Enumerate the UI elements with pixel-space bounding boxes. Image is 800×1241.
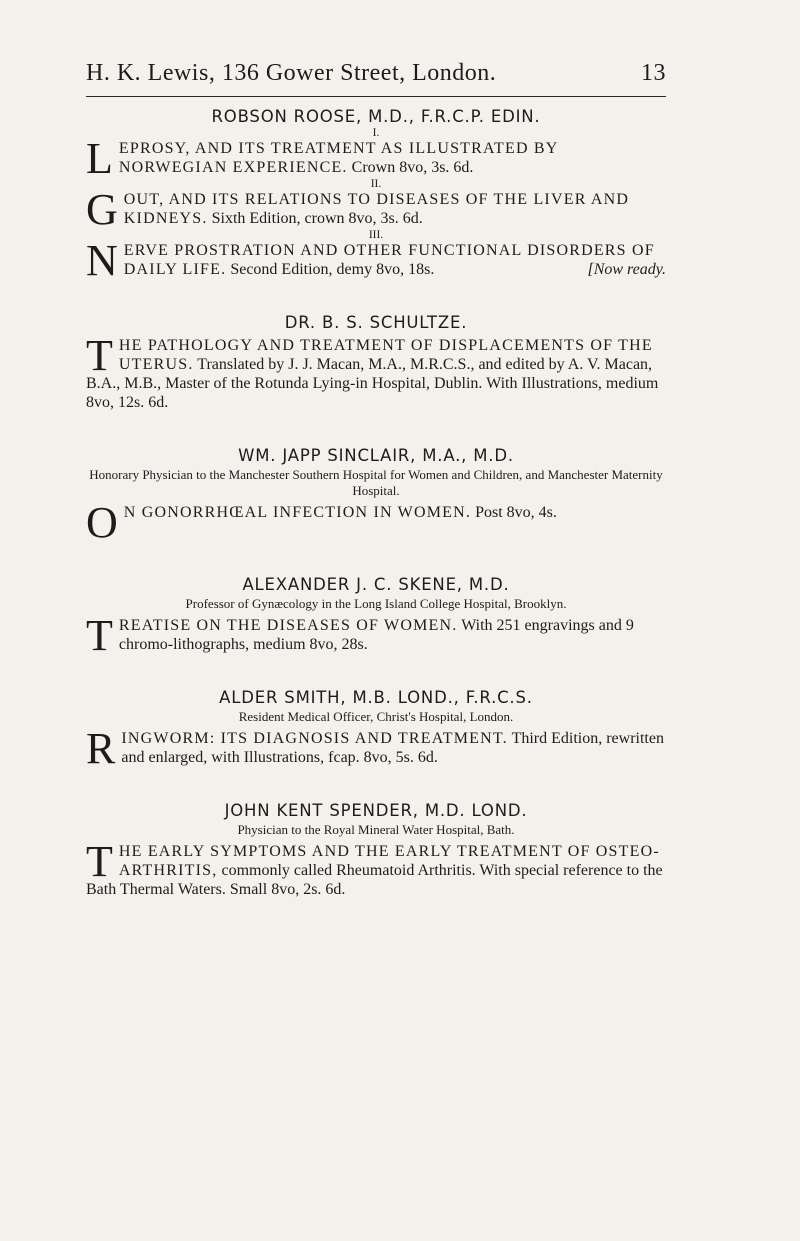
drop-cap: N [86,236,118,285]
publisher-address: H. K. Lewis, 136 Gower Street, London. [86,60,497,86]
book-title: N GONORRHŒAL INFECTION IN WOMEN. [123,504,472,521]
book-entry [86,185,666,234]
author-section [86,575,666,660]
book-entry [86,498,666,547]
author-section [86,801,666,899]
book-entry [86,837,666,899]
entry-numeral: I. [372,127,380,139]
author-section [86,688,666,773]
author-section [86,446,666,547]
catalogue-page [86,60,666,899]
book-entry [86,331,666,412]
book-details: Sixth Edition, crown 8vo, 3s. 6d. [211,210,423,227]
book-title: INGWORM: ITS DIAGNOSIS AND TREATMENT. [121,730,508,747]
book-title: EPROSY, AND ITS TREATMENT AS ILLUSTRATED BY NORWEGIAN EXPERIENCE. [118,140,558,176]
author-section [86,313,666,412]
book-details: Third Edition, rewritten and enlarged, with Illustrations, fcap. 8vo, 5s. 6d. [121,730,664,766]
drop-cap: R [86,724,116,773]
book-details: commonly called Rheumatoid Arthritis. With special reference to the Bath Thermal Waters. Small 8vo, 2s. 6d. [86,862,663,898]
book-details: With 251 engravings and 9 chromo-lithographs, medium 8vo, 28s. [118,617,634,653]
author-affiliation: Honorary Physician to the Manchester Southern Hospital for Women and Children, and Manchester Maternity Hospital. [89,467,663,498]
drop-cap: T [86,837,113,886]
book-entry [86,134,666,183]
book-title: ERVE PROSTRATION AND OTHER FUNCTIONAL DISORDERS OF DAILY LIFE. [123,242,655,278]
author-section [86,107,666,285]
drop-cap: G [86,185,118,234]
drop-cap: L [86,134,113,183]
author-name: JOHN KENT SPENDER, M.D. LOND. [224,801,528,820]
entry-numeral: II. [370,178,382,190]
running-head [86,60,666,92]
author-name: ALEXANDER J. C. SKENE, M.D. [242,575,510,594]
book-entry [86,611,666,660]
header-rule [86,96,666,97]
book-entry [86,724,666,773]
drop-cap: T [86,611,113,660]
book-details: Crown 8vo, 3s. 6d. [351,159,474,176]
author-name: WM. JAPP SINCLAIR, M.A., M.D. [238,446,514,465]
author-name: ROBSON ROOSE, M.D., F.R.C.P. EDIN. [211,107,541,126]
availability-note: [Now ready. [587,261,666,278]
page-number: 13 [641,60,666,86]
book-title: HE PATHOLOGY AND TREATMENT OF DISPLACEMENTS OF THE UTERUS. [118,337,653,373]
entry-numeral: III. [368,229,384,241]
author-name: ALDER SMITH, M.B. LOND., F.R.C.S. [219,688,533,707]
drop-cap: O [86,498,118,547]
book-details: Second Edition, demy 8vo, 18s. [230,261,435,278]
author-name: DR. B. S. SCHULTZE. [284,313,468,332]
drop-cap: T [86,331,113,380]
book-title: HE EARLY SYMPTOMS AND THE EARLY TREATMENT OF OSTEO-ARTHRITIS, [118,843,660,879]
book-title: OUT, AND ITS RELATIONS TO DISEASES OF THE LIVER AND KIDNEYS. [123,191,630,227]
book-details: Translated by J. J. Macan, M.A., M.R.C.S., and edited by A. V. Macan, B.A., M.B., Master of the Rotunda Lying-in Hospital, Dublin. With Illustrations, medium 8vo, 12s. 6d. [86,356,659,411]
book-title: REATISE ON THE DISEASES OF WOMEN. [118,617,458,634]
author-affiliation: Physician to the Royal Mineral Water Hospital, Bath. [237,822,515,837]
author-affiliation: Resident Medical Officer, Christ's Hospital, London. [238,709,514,724]
book-details: Post 8vo, 4s. [475,504,557,521]
book-entry [86,236,666,285]
author-affiliation: Professor of Gynæcology in the Long Island College Hospital, Brooklyn. [185,596,567,611]
